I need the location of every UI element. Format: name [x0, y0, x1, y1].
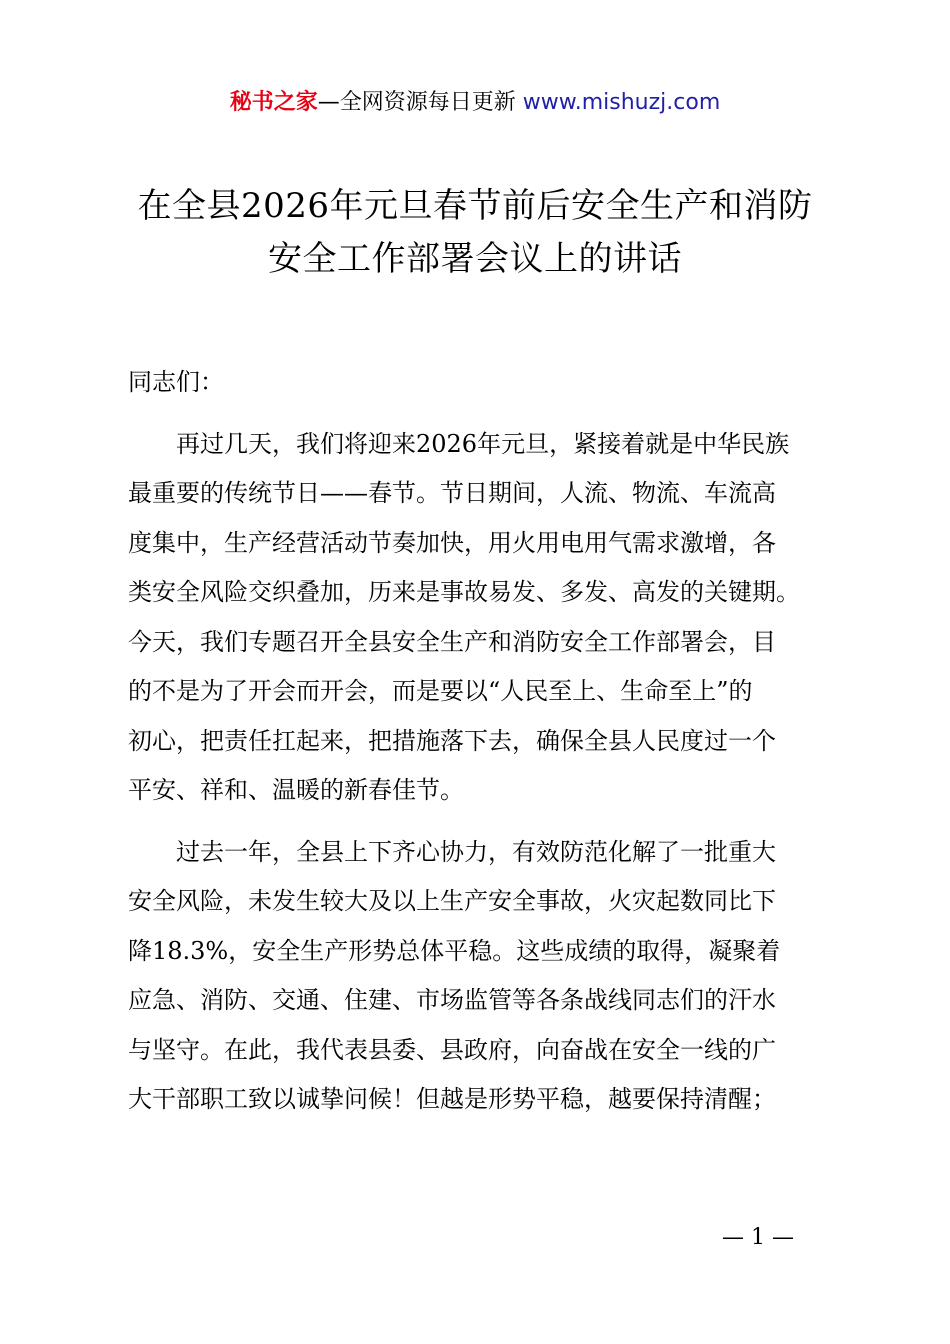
site-header	[0, 86, 950, 120]
paragraph-line: 类安全风险交织叠加，历来是事故易发、多发、高发的关键期。	[128, 578, 800, 606]
document-title	[60, 180, 890, 286]
paragraph-line: 安全风险，未发生较大及以上生产安全事故，火灾起数同比下	[128, 887, 776, 915]
paragraph-line: 初心，把责任扛起来，把措施落下去，确保全县人民度过一个	[128, 726, 776, 755]
paragraph-line: 与坚守。在此，我代表县委、县政府，向奋战在安全一线的广	[128, 1035, 776, 1064]
site-brand: 秘书之家	[229, 90, 318, 115]
paragraph-line: 再过几天，我们将迎来2026年元旦，紧接着就是中华民族	[176, 429, 790, 458]
paragraph-1	[128, 420, 836, 816]
paragraph-line: 今天，我们专题召开全县安全生产和消防安全工作部署会，目	[128, 627, 776, 656]
paragraph-line: 应急、消防、交通、住建、市场监管等各条战线同志们的汗水	[128, 986, 776, 1014]
site-url[interactable]: www.mishuzj.com	[522, 90, 721, 115]
paragraph-line: 平安、祥和、温暖的新春佳节。	[128, 776, 464, 804]
title-line: 安全工作部署会议上的讲话	[268, 239, 682, 279]
paragraph-line: 大干部职工致以诚挚问候！但越是形势平稳，越要保持清醒；	[128, 1085, 776, 1113]
paragraph-line: 最重要的传统节日——春节。节日期间，人流、物流、车流高	[128, 479, 776, 507]
salutation: 同志们：	[128, 368, 224, 396]
document-body	[128, 358, 836, 1137]
site-slogan: —全网资源每日更新	[317, 90, 523, 115]
paragraph-line: 降18.3%，安全生产形势总体平稳。这些成绩的取得，凝聚着	[128, 936, 781, 965]
paragraph-2	[128, 828, 836, 1125]
paragraph-line: 的不是为了开会而开会，而是要以“人民至上、生命至上”的	[128, 677, 753, 705]
paragraph-line: 过去一年，全县上下齐心协力，有效防范化解了一批重大	[176, 837, 776, 866]
page-number: — 1 —	[722, 1225, 794, 1250]
paragraph-line: 度集中，生产经营活动节奏加快，用火用电用气需求激增，各	[128, 528, 776, 557]
title-line: 在全县2026年元旦春节前后安全生产和消防	[137, 186, 813, 226]
